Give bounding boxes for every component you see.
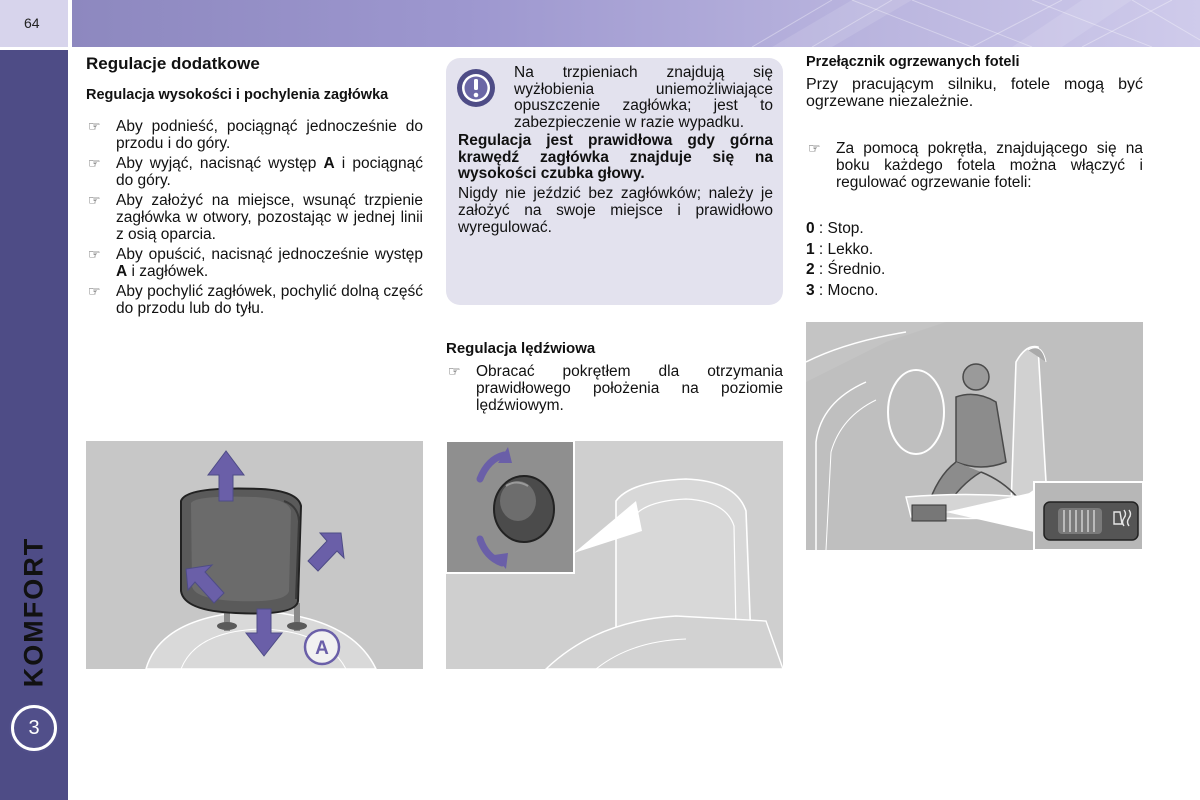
heating-section bbox=[806, 54, 1143, 194]
heated-seat-figure bbox=[806, 322, 1143, 550]
heating-intro: Przy pracującym silniku, fotele mogą być ogrzewane niezależnie. bbox=[806, 76, 1143, 110]
level-item: 0 : Stop. bbox=[806, 220, 864, 237]
list-item: ☞ Aby opuścić, nacisnąć jednocześnie występ A i zagłówek. bbox=[88, 246, 423, 280]
heating-title: Przełącznik ogrzewanych foteli bbox=[806, 54, 1020, 70]
heating-levels bbox=[806, 219, 885, 301]
pointing-hand-icon: ☞ bbox=[88, 155, 101, 171]
lumbar-section bbox=[446, 340, 783, 417]
page-number-box bbox=[0, 0, 68, 47]
chapter-number: 3 bbox=[28, 716, 40, 739]
level-item: 2 : Średnio. bbox=[806, 261, 886, 278]
pointing-hand-icon: ☞ bbox=[88, 192, 101, 208]
chapter-title: KOMFORT bbox=[18, 536, 49, 688]
chapter-sidebar bbox=[0, 50, 68, 800]
list-item: ☞ Obracać pokrętłem dla otrzymania prawidłowego położenia na poziomie lędźwiowym. bbox=[448, 363, 783, 414]
level-item: 3 : Mocno. bbox=[806, 281, 879, 299]
headrest-instructions bbox=[86, 118, 423, 317]
pointing-hand-icon: ☞ bbox=[808, 140, 821, 156]
list-item: ☞ Aby pochylić zagłówek, pochylić dolną część do przodu lub do tyłu. bbox=[88, 283, 423, 317]
chapter-number-badge bbox=[11, 705, 57, 751]
pointing-hand-icon: ☞ bbox=[88, 246, 101, 262]
list-item: ☞ Aby wyjąć, nacisnąć występ A i pociągnąć do góry. bbox=[88, 155, 423, 189]
header-decoration bbox=[72, 0, 1200, 47]
heated-seat-illustration bbox=[806, 322, 1143, 550]
page-number: 64 bbox=[24, 15, 40, 31]
pointing-hand-icon: ☞ bbox=[88, 283, 101, 299]
headrest-subtitle: Regulacja wysokości i pochylenia zagłówka bbox=[86, 87, 389, 103]
list-item: ☞ Aby założyć na miejsce, wsunąć trzpienie zagłówka w otwory, pozostając w jednej linii z osią oparcia. bbox=[88, 192, 423, 243]
lumbar-illustration bbox=[446, 441, 783, 669]
headrest-illustration bbox=[86, 441, 423, 669]
warning-text: Na trzpieniach znajdują się wyżłobienia uniemożliwiające opuszczenie zagłówka; jest to zabezpieczenie w razie wypadku. bbox=[514, 64, 773, 131]
lumbar-figure bbox=[446, 441, 783, 669]
list-item: ☞ Za pomocą pokrętła, znajdującego się na boku każdego fotela można włączyć i regulować ogrzewanie foteli: bbox=[808, 140, 1143, 191]
headrest-section bbox=[86, 54, 423, 320]
warning-bold-text: Regulacja jest prawidłowa gdy górna krawędź zagłówka znajduje się na wysokości czubka głowy. bbox=[458, 132, 773, 182]
exclamation-icon bbox=[455, 67, 497, 109]
list-item: ☞ Aby podnieść, pociągnąć jednocześnie do przodu i do góry. bbox=[88, 118, 423, 152]
level-item: 1 : Lekko. bbox=[806, 240, 874, 258]
warning-note: Nigdy nie jeździć bez zagłówków; należy je założyć na swoje miejsce i prawidłowo wyregulować. bbox=[458, 184, 773, 236]
header-band bbox=[72, 0, 1200, 47]
headrest-figure bbox=[86, 441, 423, 669]
lumbar-title: Regulacja lędźwiowa bbox=[446, 340, 596, 357]
section-title: Regulacje dodatkowe bbox=[86, 54, 260, 73]
figure-label-a: A bbox=[315, 638, 329, 659]
pointing-hand-icon: ☞ bbox=[448, 363, 461, 379]
warning-box bbox=[446, 58, 783, 305]
pointing-hand-icon: ☞ bbox=[88, 118, 101, 134]
